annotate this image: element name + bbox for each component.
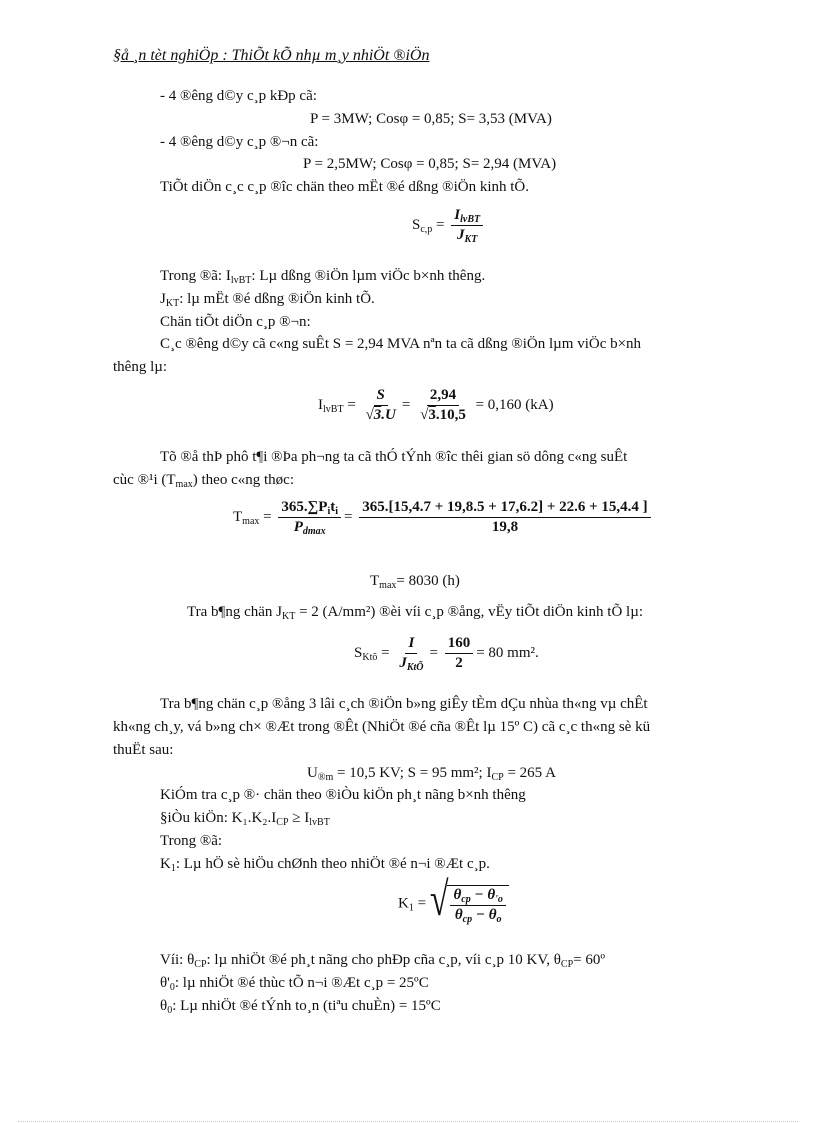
formula-subscript: Ktõ xyxy=(362,651,378,663)
paragraph-line: P = 3MW; Cosφ = 0,85; S= 3,53 (MVA) xyxy=(310,111,552,127)
formula-equals: = xyxy=(436,216,445,233)
numerator: I xyxy=(454,207,461,223)
paragraph-line: $K_1$: Lµ hÖ sè hiÖu chØnh theo nhiÖt ®é n¬i ®Æt c¸p. xyxy=(160,856,490,874)
formula-equals: = xyxy=(263,508,272,525)
denominator: √3.10,5 xyxy=(420,407,466,423)
paragraph-line: - 4 ®êng d©y c¸p kÐp cã: xyxy=(160,88,317,104)
formula-subscript: lvBT xyxy=(323,403,344,415)
formula-scp xyxy=(412,208,486,243)
radical-sign-icon: √ xyxy=(429,874,449,927)
cable-parameters: $U_{®m} = 10,5$ KV; S = 95 mm²; $I_{CP} = 265$ A xyxy=(307,765,556,783)
denominator: 19,8 xyxy=(491,519,519,535)
formula-subscript: KT xyxy=(464,234,478,245)
fraction xyxy=(359,500,650,535)
paragraph-line: §iÒu kiÖn: $K_1.K_2.I_{CP} \ge I_{lvBT}$ xyxy=(160,810,330,828)
formula-result: = 0,160 (kA) xyxy=(475,396,554,413)
formula-ilvbt: $I_{lvBT}$ = $\frac{S}{√3.U}$ = $\frac{2,94}{√3.10,5}$ = 0,160 (kA) xyxy=(318,387,554,423)
formula-equals: = xyxy=(417,895,427,912)
paragraph-line: C¸c ®êng d©y cã c«ng suÊt S = 2,94 MVA nªn ta cã dßng ®iÖn lµm viÖc b×nh xyxy=(160,336,642,352)
fraction xyxy=(445,636,474,671)
formula-result: = 80 mm². xyxy=(476,644,539,661)
paragraph-line: Tõ ®å thÞ phô t¶i ®Þa ph¬ng ta cã thÓ tÝnh ®îc thêi gian sö dông c«ng suÊt xyxy=(160,449,628,465)
denominator: $P_{dmax}$ xyxy=(293,519,326,537)
fraction xyxy=(363,388,399,423)
formula-equals: = xyxy=(381,644,390,661)
formula-symbol: I xyxy=(318,396,323,413)
paragraph-line: Trong ®ã: xyxy=(160,833,223,849)
formula-symbol: S xyxy=(412,216,421,233)
paragraph-line: $J_{KT}$: lµ mËt ®é dßng ®iÖn kinh tÕ. xyxy=(160,291,375,309)
paragraph-line: thuËt sau: xyxy=(113,742,174,758)
formula-symbol: S xyxy=(354,644,363,661)
paragraph-line: P = 2,5MW; Cosφ = 0,85; S= 2,94 (MVA) xyxy=(303,156,557,172)
formula-k1 xyxy=(398,874,509,927)
document-header: §å ¸n tèt nghiÖp : ThiÕt kÕ nhµ m¸y nhiÖt ®iÖn xyxy=(113,47,430,64)
numerator: 160 xyxy=(445,636,474,654)
fraction xyxy=(450,888,505,923)
formula-tmax-result: $T_{max}= 8030$ (h) xyxy=(370,573,460,591)
paragraph-line: Tra b¶ng chän c¸p ®ång 3 lâi c¸ch ®iÖn b»ng giÊy tÈm dÇu nhùa th«ng vµ chÊt xyxy=(160,696,648,712)
denominator: $\theta_{cp} - \theta_o$ xyxy=(454,907,502,925)
denominator: √3.U xyxy=(365,407,396,423)
fraction xyxy=(451,208,483,243)
formula-symbol: T xyxy=(233,508,243,525)
denominator: $J_{KtÕ}$ xyxy=(399,655,424,673)
formula-subscript: lvBT xyxy=(460,214,481,225)
paragraph-line: kh«ng ch¸y, vá b»ng ch× ®Æt trong ®Êt (NhiÖt ®é cña ®Êt lµ 15º C) cã c¸c th«ng sè kü xyxy=(113,719,651,735)
numerator: $365.\sum P_it_i$ xyxy=(278,500,341,518)
denominator: 2 xyxy=(455,655,463,671)
denominator: J xyxy=(457,227,465,243)
paragraph-line: - 4 ®êng d©y c¸p ®¬n cã: xyxy=(160,134,319,150)
numerator: 2,94 xyxy=(427,388,459,406)
numerator: I xyxy=(405,636,417,654)
formula-symbol: K xyxy=(398,895,409,912)
numerator: $\theta_{cp} - \theta_{'o}$ xyxy=(450,888,505,906)
numerator: S xyxy=(374,388,388,406)
fraction xyxy=(278,500,341,535)
paragraph-line: cùc ®¹i $(T_{max})$ theo c«ng thøc: xyxy=(113,472,294,490)
formula-skt: $S_{Ktõ}$ = $\frac{I}{J_{KtÕ}}$ = $\frac{160}{2}$ = 80 mm². xyxy=(354,635,539,673)
paragraph-line: Trong ®ã: $I_{lvBT}$: Lµ dßng ®iÖn lµm viÖc b×nh thêng. xyxy=(160,268,486,286)
paragraph-line: TiÕt diÖn c¸c c¸p ®îc chän theo mËt ®é dßng ®iÖn kinh tÕ. xyxy=(160,179,529,195)
square-root xyxy=(429,874,509,927)
paragraph-line: Chän tiÕt diÖn c¸p ®¬n: xyxy=(160,314,311,330)
paragraph-line: thêng lµ: xyxy=(113,359,168,375)
formula-subscript: max xyxy=(242,515,260,527)
formula-equals: = xyxy=(347,396,356,413)
formula-tmax: $T_{max}$ = $\frac{365.\sum P_it_i}{P_{dmax}}$ = $\frac{365.[15,4.7 + 19,8.5 + 17,6.2] + 22.6 + 15,4.4 ]}{19,8}$ xyxy=(233,500,654,535)
numerator: 365.[15,4.7 + 19,8.5 + 17,6.2] + 22.6 + 15,4.4 ] xyxy=(359,500,650,518)
paragraph-line: KiÓm tra c¸p ®· chän theo ®iÒu kiÖn ph¸t nãng b×nh thêng xyxy=(160,787,526,803)
paragraph-line: Víi: $\theta_{CP}$: lµ nhiÖt ®é ph¸t nãng cho phÐp cña c¸p, víi c¸p 10 KV, $\theta_{CP}=$ 60º xyxy=(160,952,606,970)
paragraph-line: $\theta'_0$: lµ nhiÖt ®é thùc tÕ n¬i ®Æt c¸p = 25ºC xyxy=(160,975,429,993)
formula-subscript: c,p xyxy=(420,223,433,235)
fraction xyxy=(417,388,469,423)
paragraph-line: $\theta_0$: Lµ nhiÖt ®é tÝnh to¸n (tiªu chuÈn) = 15ºC xyxy=(160,998,441,1016)
paragraph-line: Tra b¶ng chän $J_{KT} = 2$ (A/mm²) ®èi víi c¸p ®ång, vËy tiÕt diÖn kinh tÕ lµ: xyxy=(187,604,644,622)
fraction xyxy=(396,636,426,671)
formula-subscript: 1 xyxy=(408,902,414,914)
